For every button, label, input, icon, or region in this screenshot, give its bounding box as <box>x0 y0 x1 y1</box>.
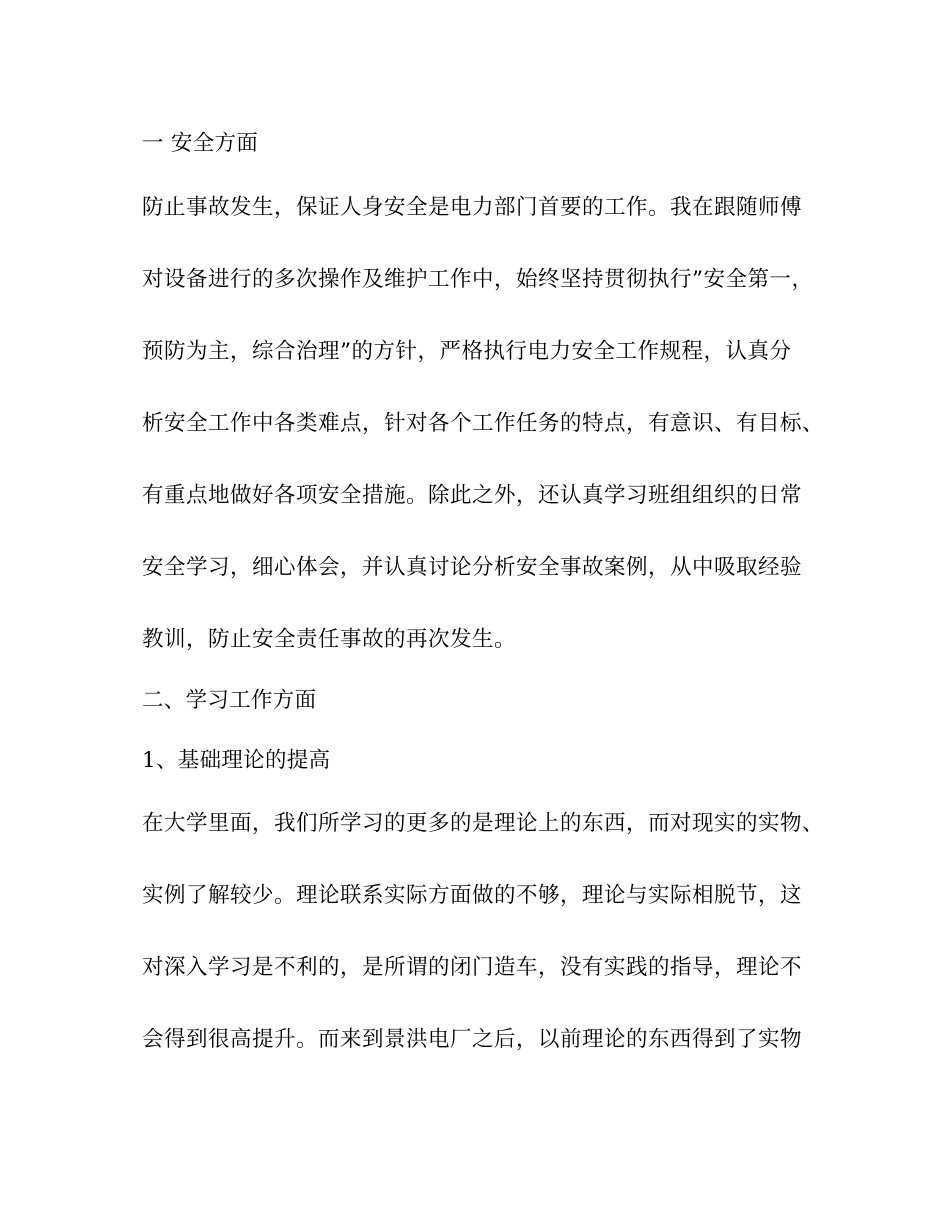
section-1-line-5: 有重点地做好各项安全措施。除此之外，还认真学习班组组织的日常 <box>142 483 803 508</box>
section-2-line-1: 在大学里面，我们所学习的更多的是理论上的东西，而对现实的实物、 <box>142 811 825 836</box>
section-2-line-3: 对深入学习是不利的，是所谓的闭门造车，没有实践的指导，理论不 <box>142 955 803 980</box>
section-1-line-7: 教训，防止安全责任事故的再次发生。 <box>142 627 517 652</box>
section-2-heading: 二、学习工作方面 <box>142 688 317 713</box>
section-1-heading: 一 安全方面 <box>142 131 259 156</box>
section-2-subheading: 1、基础理论的提高 <box>142 748 331 773</box>
section-2-line-4: 会得到很高提升。而来到景洪电厂之后，以前理论的东西得到了实物 <box>142 1027 803 1052</box>
section-1-line-2: 对设备进行的多次操作及维护工作中，始终坚持贯彻执行”安全第一， <box>142 267 814 292</box>
section-1-line-3: 预防为主，综合治理”的方针，严格执行电力安全工作规程，认真分 <box>142 339 792 364</box>
section-1-line-1: 防止事故发生，保证人身安全是电力部门首要的工作。我在跟随师傅 <box>142 195 803 220</box>
section-2-line-2: 实例了解较少。理论联系实际方面做的不够，理论与实际相脱节，这 <box>142 883 803 908</box>
section-1-line-6: 安全学习，细心体会，并认真讨论分析安全事故案例，从中吸取经验 <box>142 555 803 580</box>
section-1-line-4: 析安全工作中各类难点，针对各个工作任务的特点，有意识、有目标、 <box>142 411 825 436</box>
